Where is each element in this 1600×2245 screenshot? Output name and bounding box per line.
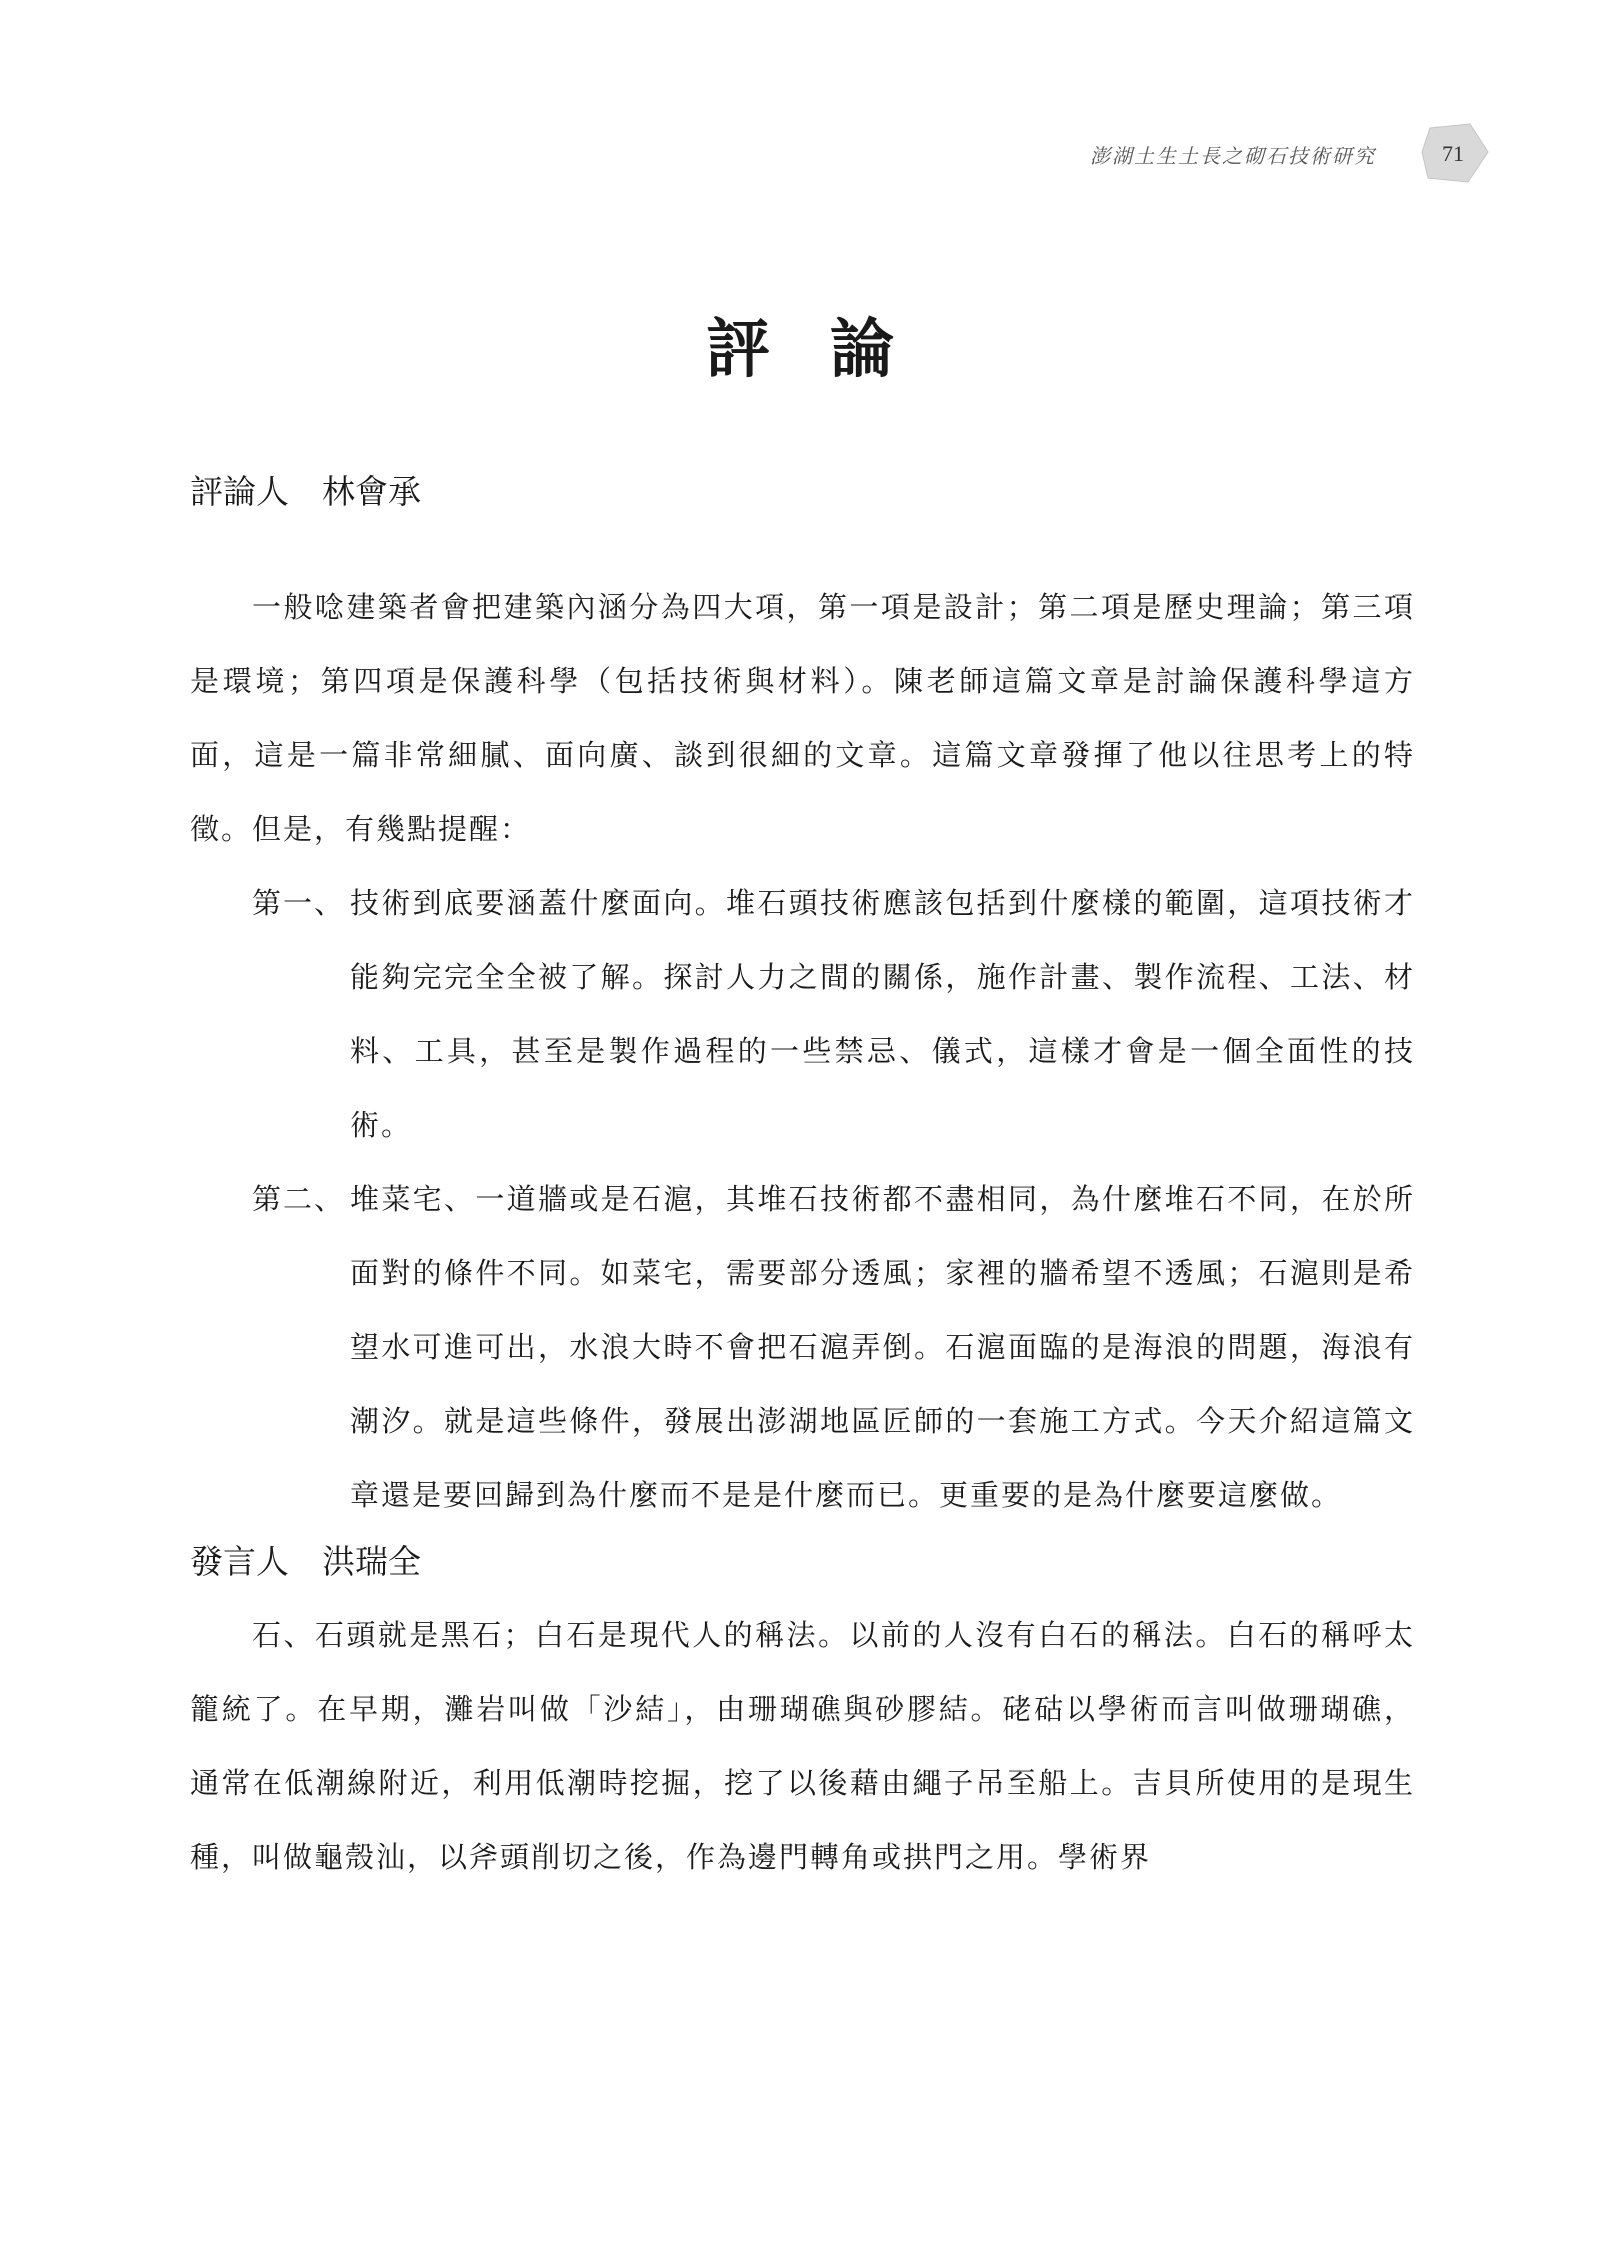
running-header: 澎湖土生土長之砌石技術研究 xyxy=(1090,144,1376,168)
list-item-text: 堆菜宅、一道牆或是石滬，其堆石技術都不盡相同，為什麼堆石不同，在於所面對的條件不同。如菜宅，需要部分透風；家裡的牆希望不透風；石滬則是希望水可進可出，水浪大時不會把石滬弄倒。石滬面臨的是海浪的問題，海浪有潮汐。就是這些條件，發展出澎湖地區匠師的一套施工方式。今天介紹這篇文章還是要回歸到為什麼而不是是什麼而已。更重要的是為什麼要這麼做。 xyxy=(350,1182,1415,1512)
page-title: 評論 xyxy=(706,312,954,387)
speaker-heading: 發言人 洪瑞全 xyxy=(190,1542,421,1581)
list-item-text: 技術到底要涵蓋什麼面向。堆石頭技術應該包括到什麼樣的範圍，這項技術才能夠完完全全被了解。探討人力之間的關係，施作計畫、製作流程、工法、材料、工具，甚至是製作過程的一些禁忌、儀式，這樣才會是一個全面性的技術。 xyxy=(350,886,1415,1142)
list-item xyxy=(252,866,1415,1162)
page-number-badge xyxy=(1420,122,1490,186)
list-item-marker: 第一、 xyxy=(252,886,346,920)
article-body xyxy=(190,462,1415,1894)
speaker-paragraph: 石、石頭就是黑石；白石是現代人的稱法。以前的人沒有白石的稱法。白石的稱呼太籠統了。在早期，灘岩叫做「沙結」，由珊瑚礁與砂膠結。硓𥑮以學術而言叫做珊瑚礁，通常在低潮線附近，利用低潮時挖掘，挖了以後藉由繩子吊至船上。吉貝所使用的是現生種，叫做龜殼汕，以斧頭削切之後，作為邊門轉角或拱門之用。學術界 xyxy=(190,1618,1415,1874)
commentator-heading: 評論人 林會承 xyxy=(190,472,421,511)
list-item-marker: 第二、 xyxy=(252,1182,346,1216)
list-item xyxy=(252,1162,1415,1532)
page-number: 71 xyxy=(1442,141,1464,166)
commentary-intro-paragraph: 一般唸建築者會把建築內涵分為四大項，第一項是設計；第二項是歷史理論；第三項是環境；第四項是保護科學（包括技術與材料）。陳老師這篇文章是討論保護科學這方面，這是一篇非常細膩、面向廣、談到很細的文章。這篇文章發揮了他以往思考上的特徵。但是，有幾點提醒： xyxy=(190,590,1415,846)
